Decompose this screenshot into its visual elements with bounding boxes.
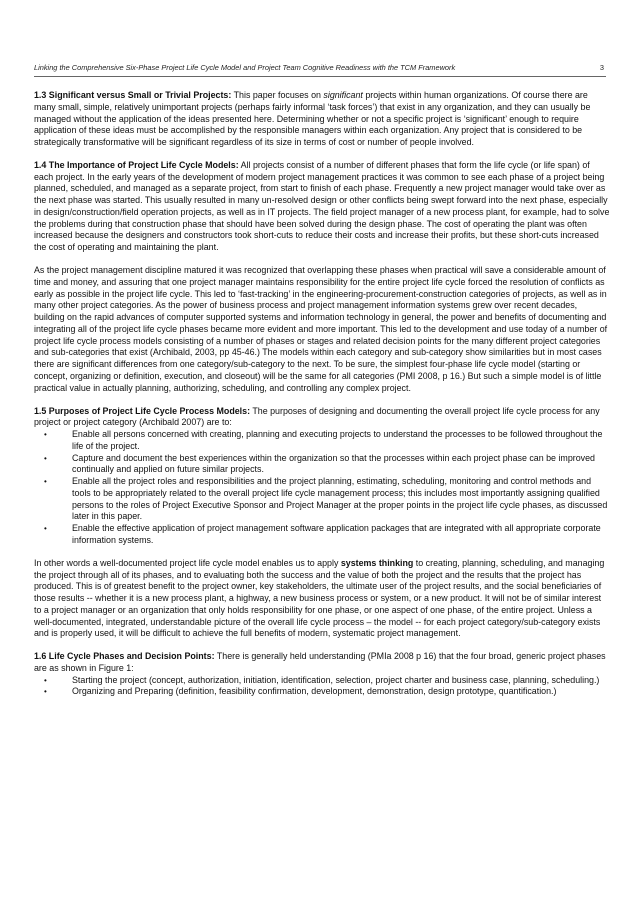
emphasis-significant: significant <box>323 90 363 100</box>
section-1-3-paragraph: 1.3 Significant versus Small or Trivial Projects: This paper focuses on significant projects within human organizations. Of course there are many small, simple, relatively unimportant projects (perhaps fairly informal ‘task forces’) that exist in any organization, and they can usually be managed without the application of the ideas presented here. Determining whether or not a specific project is ‘significant’ enough to require application of these ideas must be accomplished by the responsible managers within each organization. Any project that is considered to be strategically transformative will be significant regardless of its size in terms of cost or number of people involved. <box>34 90 591 147</box>
running-header <box>34 63 604 72</box>
page-number: 3 <box>599 63 604 72</box>
bullet-icon: • <box>44 687 47 697</box>
list-item: • Enable the effective application of project management software application packages that are integrated with all appropriate corporate information systems. <box>44 523 601 545</box>
section-1-5-paragraph-2: In other words a well-documented project life cycle model enables us to apply systems thinking to creating, planning, scheduling, and managing the project through all of its phases, and to evaluating both the success and the value of both the project and the results that the project has produced. This is of greatest benefit to the project owner, key stakeholders, the ultimate user of the project results, and the social beneficiaries of those results -- whether it is a new process plant, a highway, a new business process or system, or a new product. It will not be of similar interest to a project manager or an organization that only holds responsibility for one phase, or one aspect of one phase, of the entire project. Unless a well-documented, integrated, understandable picture of the overall life cycle process – the model -- for each project category/sub-category exists and is properly used, it will be difficult to achieve the full benefits of modern, systematic project management. <box>34 557 605 639</box>
list-item: • Organizing and Preparing (definition, feasibility confirmation, development, demonstration, design prototype, quantification.) <box>44 686 557 697</box>
section-1-4-paragraph-2: As the project management discipline matured it was recognized that overlapping these phases when practical will save a considerable amount of time and money, and assuring that one project manager maintains responsibility for the entire project life cycle forced the resolution of conflicts as early as possible in the project life cycle. This led to ‘fast-tracking’ in the engineering-procurement-construction categories of projects, as well as in many other project categories. As the power of business process and project management information systems grew over recent decades, building on the rapid advances of computer supported systems and information technology in general, the power and benefits of documenting and integrating all of the project life cycle phases became more evident and more important. This led to the development and use today of a number of project life cycle process models consisting of a number of phases or stages and related decision points for the many different project categories and sub-categories that exist (Archibald, 2003, pp 45-46.) The models within each category and sub-category show similarities but in most cases there are significant differences from one category/sub-category to the next. To be sure, the simplest four-phase life cycle model (starting or concept, organizing or definition, execution, and closeout) will be the same for all categories (PMI 2008, p 16.) But such a simple model is of little practical value in actually planning, authorizing, scheduling, and controlling any complex project. <box>34 265 608 393</box>
list-item: • Enable all the project roles and responsibilities and the project planning, estimating, scheduling, monitoring and control methods and tools to be appropriately related to the overall project life cycle management process; this includes most importantly assigning qualified persons to the roles of Project Executive Sponsor and Project Manager at the proper points in the project life cycle phases, as discussed later in this paper. <box>44 476 608 522</box>
list-item: • Enable all persons concerned with creating, planning and executing projects to understand the processes to be followed throughout the life of the project. <box>44 429 603 451</box>
bullet-icon: • <box>44 430 47 440</box>
bullet-icon: • <box>44 524 47 534</box>
body-text <box>34 90 610 709</box>
running-title: Linking the Comprehensive Six-Phase Project Life Cycle Model and Project Team Cognitive Readiness with the TCM Framework <box>34 63 456 72</box>
purposes-list <box>34 429 610 547</box>
bullet-icon: • <box>44 453 47 463</box>
header-rule <box>34 76 606 77</box>
emphasis-systems-thinking: systems thinking <box>340 557 414 568</box>
phases-list <box>34 675 610 699</box>
section-1-3-heading: 1.3 Significant versus Small or Trivial Projects: <box>34 90 232 100</box>
section-1-5-paragraph: 1.5 Purposes of Project Life Cycle Process Models: The purposes of designing and documenting the overall project life cycle process for any project or project category (Archibald 2007) are to: <box>34 405 600 428</box>
section-1-5-heading: 1.5 Purposes of Project Life Cycle Process Models: <box>34 405 251 416</box>
bullet-icon: • <box>44 675 47 685</box>
section-1-4-heading: 1.4 The Importance of Project Life Cycle Models: <box>34 159 239 170</box>
list-item: • Starting the project (concept, authorization, initiation, identification, selection, project charter and business case, planning, scheduling.) <box>44 674 600 685</box>
section-1-6-heading: 1.6 Life Cycle Phases and Decision Points: <box>34 651 215 662</box>
section-1-6-paragraph: 1.6 Life Cycle Phases and Decision Points: There is generally held understanding (PMIa 2008 p 16) that the four broad, generic project phases are as shown in Figure 1: <box>34 651 606 673</box>
list-item: • Capture and document the best experiences within the organization so that the processes within each project phase can be improved continually and applied on future similar projects. <box>44 452 595 475</box>
section-1-4-paragraph: 1.4 The Importance of Project Life Cycle Models: All projects consist of a number of different phases that form the life cycle (or life span) of each project. In the early years of the development of modern project management practices it was common to see each phase of a project being planned, scheduled, and managed as a separate project, from start to finish of each phase. Frequently a new project manager would take over as the next phase was started. This usually resulted in many un-resolved design or other conflicts being swept forward into the next phase, especially in design/construction/field operation projects, as well as in IT projects. The field project manager of a new process plant, for example, had to solve the problems during that construction phase that should have been solved during the design phase. The cost of operating the plant was often increased because the designers and constructors took short-cuts to reduce their costs and increase their profits, but these short-cuts increased the cost of operating and maintaining the plant. <box>34 159 610 253</box>
bullet-icon: • <box>44 477 47 487</box>
